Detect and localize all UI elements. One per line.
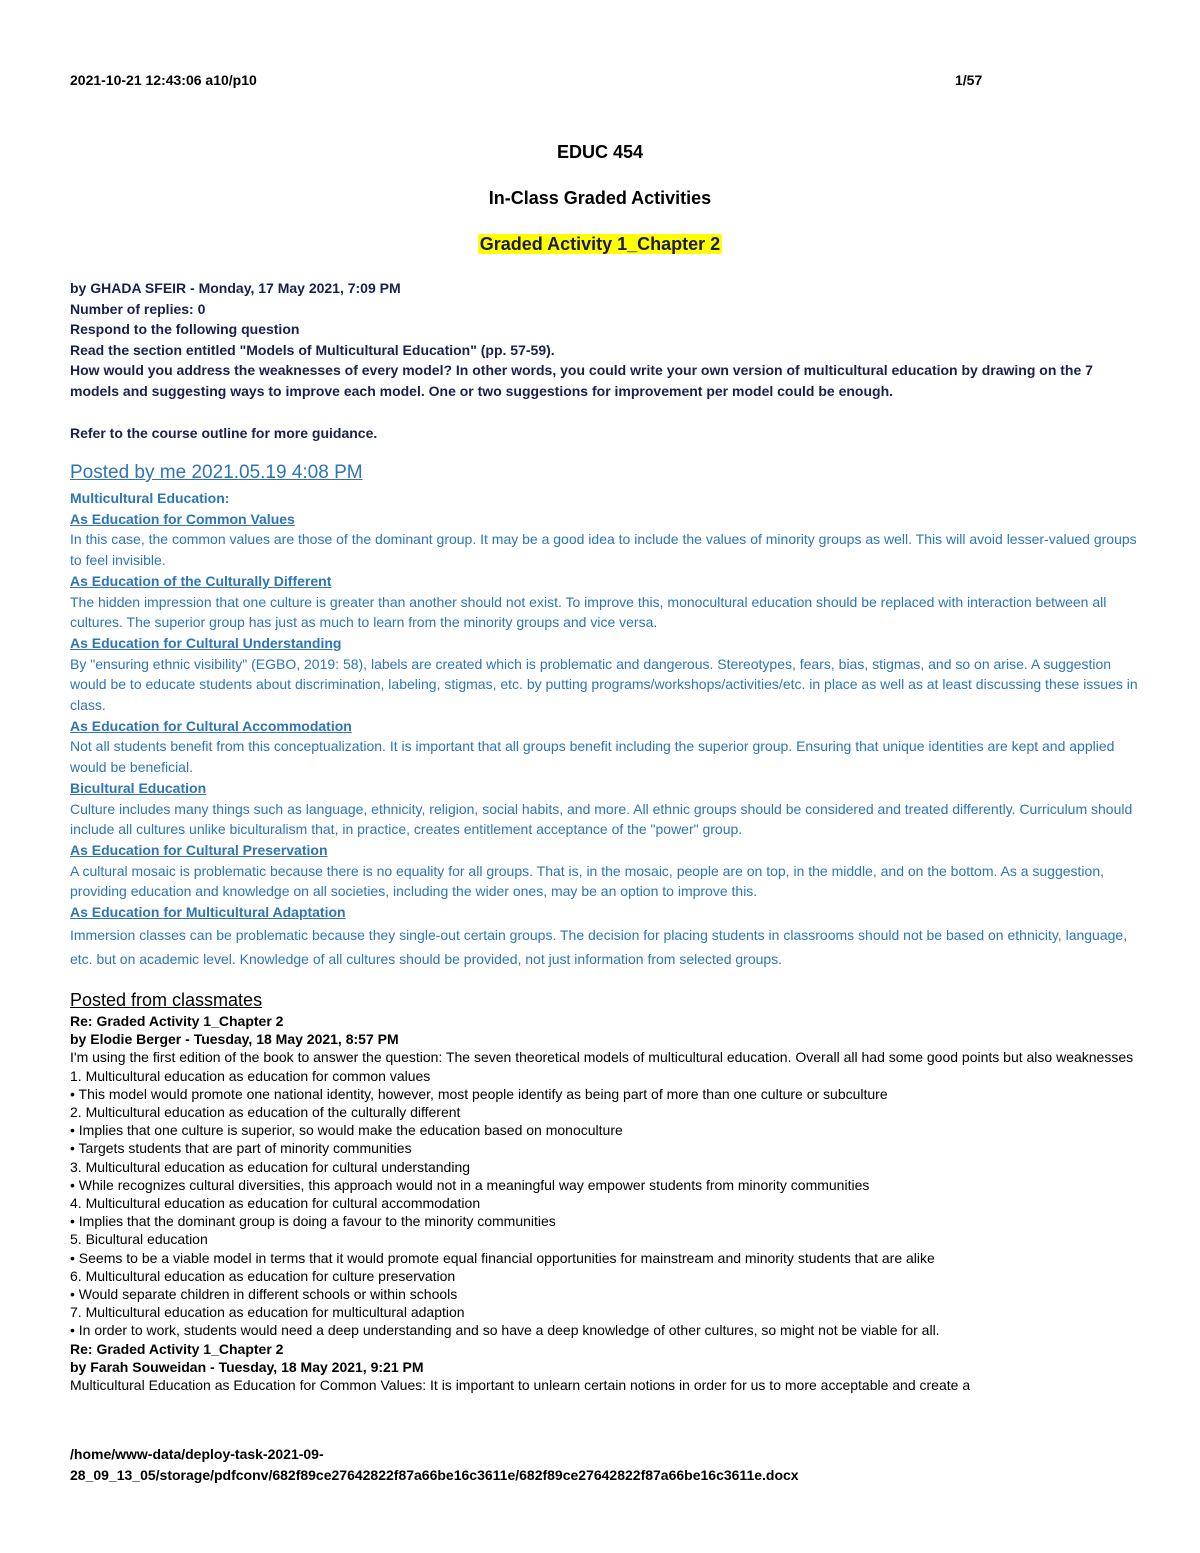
section-body: Not all students benefit from this conceptualization. It is important that all groups benefit including the superior group. Ensuring that unique identities are kept and applied would be beneficial. <box>70 738 1115 776</box>
section-heading-link[interactable]: As Education of the Culturally Different <box>70 572 332 589</box>
classmates-replies <box>70 1012 1140 1394</box>
reply-text-line: 2. Multicultural education as education of the culturally different <box>70 1104 461 1121</box>
activity-title-highlight: Graded Activity 1_Chapter 2 <box>479 234 721 254</box>
section-body: The hidden impression that one culture is greater than another should not exist. To improve this, monocultural education should be replaced with interaction between all cultures. The superior group has just as much to learn from the minority groups and vice versa. <box>70 593 1107 631</box>
header-timestamp: 2021-10-21 12:43:06 a10/p10 <box>70 72 257 88</box>
reply-text-line: 3. Multicultural education as education for cultural understanding <box>70 1158 471 1175</box>
prompt-line: How would you address the weaknesses of every model? In other words, you could write your own version of multicultural education by drawing on the 7 models and suggesting ways to improve each model. One or two suggestions for improvement per model could be enough. <box>70 362 1093 399</box>
footer-path-line-1: /home/www-data/deploy-task-2021-09- <box>70 1446 324 1462</box>
page-number: 1/57 <box>955 72 983 88</box>
classmates-label: Posted from classmates <box>70 990 263 1010</box>
file-path-footer <box>70 1444 970 1486</box>
my-post-label: Posted by me 2021.05.19 4:08 PM <box>70 462 363 483</box>
reply-header-line: Re: Graded Activity 1_Chapter 2 <box>70 1340 284 1357</box>
footer-path-line-2: 28_09_13_05/storage/pdfconv/682f89ce27642822f87a66be16c3611e/682f89ce27642822f87a66be16c3611e.docx <box>70 1467 799 1483</box>
page-subtitle: In-Class Graded Activities <box>488 188 712 208</box>
reply-text-line: • This model would promote one national identity, however, most people identify as being part of more than one culture or subculture <box>70 1085 888 1102</box>
reply-text-line: 6. Multicultural education as education for culture preservation <box>70 1267 456 1284</box>
reply-text-line: • Implies that the dominant group is doing a favour to the minority communities <box>70 1213 556 1230</box>
prompt-line: Number of replies: 0 <box>70 300 206 317</box>
section-heading-link[interactable]: Bicultural Education <box>70 779 207 796</box>
reply-text-line: 5. Bicultural education <box>70 1231 208 1248</box>
section-heading-link[interactable]: As Education for Cultural Understanding <box>70 634 342 651</box>
section-body: By "ensuring ethnic visibility" (EGBO, 2019: 58), labels are created which is problematic and dangerous. Stereotypes, fears, bias, stigmas, and so on arise. A suggestion would be to educate students about discrimination, labeling, stigmas, etc. by putting programs/workshops/activities/etc. in place as well as at least discussing these issues in class. <box>70 655 1138 714</box>
my-post-sections <box>70 509 1140 971</box>
section-heading-link[interactable]: As Education for Multicultural Adaptation <box>70 904 346 921</box>
reply-text-line: • Targets students that are part of minority communities <box>70 1140 412 1157</box>
section-body: A cultural mosaic is problematic because there is no equality for all groups. That is, in the mosaic, people are on top, in the middle, and on the bottom. As a suggestion, providing education and knowledge on all societies, including the wider ones, may be an option to improve this. <box>70 862 1104 900</box>
reply-text-line: • Would separate children in different schools or within schools <box>70 1286 458 1303</box>
assignment-prompt <box>70 278 1140 444</box>
prompt-line: Refer to the course outline for more guidance. <box>70 425 378 441</box>
activity-title <box>0 234 1200 255</box>
reply-header-line: by Elodie Berger - Tuesday, 18 May 2021, 8:57 PM <box>70 1031 399 1048</box>
my-post-subtitle: Multicultural Education: <box>70 490 230 506</box>
section-heading-link[interactable]: As Education for Common Values <box>70 510 295 527</box>
reply-text-line: 4. Multicultural education as education for cultural accommodation <box>70 1195 481 1212</box>
prompt-line: Read the section entitled "Models of Multicultural Education" (pp. 57-59). <box>70 341 555 358</box>
reply-text-line: • While recognizes cultural diversities, this approach would not in a meaningful way empower students from minority communities <box>70 1176 870 1193</box>
section-body: Immersion classes can be problematic because they single-out certain groups. The decision for placing students in classrooms should not be based on ethnicity, language, etc. but on academic level. Knowledge of all cultures should be provided, not just information from selected groups. <box>70 926 1128 967</box>
section-heading-link[interactable]: As Education for Cultural Preservation <box>70 841 328 858</box>
reply-text-line: • In order to work, students would need a deep understanding and so have a deep knowledge of other cultures, so might not be viable for all. <box>70 1322 940 1339</box>
reply-text-line: • Implies that one culture is superior, so would make the education based on monoculture <box>70 1122 623 1139</box>
reply-header-line: by Farah Souweidan - Tuesday, 18 May 2021, 9:21 PM <box>70 1358 424 1375</box>
section-body: Culture includes many things such as language, ethnicity, religion, social habits, and more. All ethnic groups should be considered and treated differently. Curriculum should include all cultures unlike biculturalism that, in practice, creates entitlement acceptance of the "power" group. <box>70 800 1133 838</box>
prompt-line: by GHADA SFEIR - Monday, 17 May 2021, 7:09 PM <box>70 280 401 296</box>
reply-text-line: I'm using the first edition of the book to answer the question: The seven theoretical models of multicultural education. Overall all had some good points but also weaknesses <box>70 1049 1134 1066</box>
reply-header-line: Re: Graded Activity 1_Chapter 2 <box>70 1013 284 1029</box>
section-heading-link[interactable]: As Education for Cultural Accommodation <box>70 717 352 734</box>
reply-text-line: 7. Multicultural education as education for multicultural adaption <box>70 1304 465 1321</box>
reply-text-line: • Seems to be a viable model in terms that it would promote equal financial opportunities for mainstream and minority students that are alike <box>70 1249 935 1266</box>
reply-text-line: Multicultural Education as Education for Common Values: It is important to unlearn certain notions in order for us to more acceptable and create a <box>70 1377 971 1394</box>
spacer <box>70 401 1140 423</box>
section-body: In this case, the common values are those of the dominant group. It may be a good idea to include the values of minority groups as well. This will avoid lesser-valued groups to feel invisible. <box>70 531 1137 569</box>
prompt-line: Respond to the following question <box>70 321 300 337</box>
reply-text-line: 1. Multicultural education as education for common values <box>70 1067 431 1084</box>
my-post <box>70 488 1140 971</box>
course-title: EDUC 454 <box>556 142 644 162</box>
